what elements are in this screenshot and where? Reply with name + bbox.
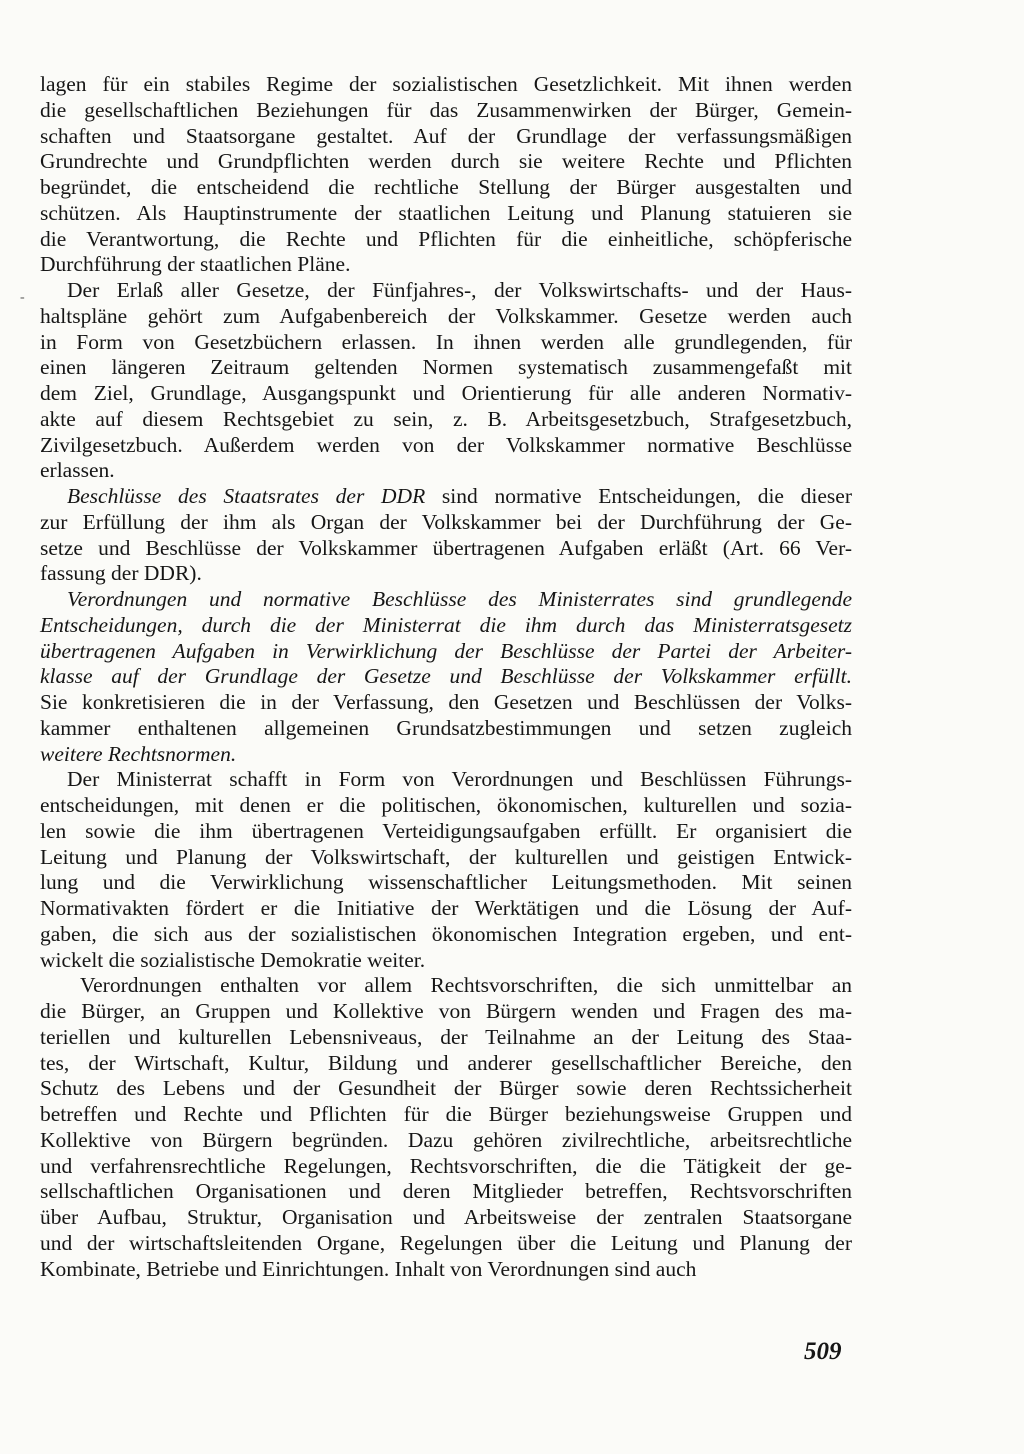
page-number: 509 xyxy=(804,1338,842,1365)
text-span: tes, der Wirtschaft, Kultur, Bildung und anderer gesellschaftlicher Bereiche, den xyxy=(40,1050,852,1075)
text-span: lagen für ein stabiles Regime der sozialistischen Gesetzlichkeit. Mit ihnen werden xyxy=(40,72,852,96)
text-line xyxy=(40,484,852,510)
paragraph xyxy=(40,72,852,278)
text-span: zur Erfüllung der ihm als Organ der Volkskammer bei der Durchführung der Ge- xyxy=(40,509,852,534)
body-text xyxy=(40,72,852,1282)
italic-span: übertragenen Aufgaben in Verwirklichung der Beschlüsse der Partei der Arbeiter- xyxy=(40,638,852,663)
text-span: die gesellschaftlichen Beziehungen für das Zusammenwirken der Bürger, Gemein- xyxy=(40,97,852,122)
italic-span: Beschlüsse des Staatsrates der DDR xyxy=(67,484,426,508)
text-span: und der wirtschaftsleitenden Organe, Regelungen über die Leitung und Planung der xyxy=(40,1230,852,1255)
text-line xyxy=(40,201,852,227)
text-span: Durchführung der staatlichen Pläne. xyxy=(40,252,351,277)
text-line xyxy=(40,278,852,304)
text-line xyxy=(40,587,852,613)
text-span: die Bürger, an Gruppen und Kollektive von Bürgern wenden und Fragen des ma- xyxy=(40,999,852,1023)
text-line xyxy=(40,381,852,407)
text-line xyxy=(40,433,852,459)
text-line xyxy=(40,1154,852,1180)
text-span: Kollektive von Bürgern begründen. Dazu gehören zivilrechtliche, arbeitsrechtliche xyxy=(40,1127,852,1152)
text-span: dem Ziel, Grundlage, Ausgangspunkt und Orientierung für alle anderen Normativ- xyxy=(40,381,852,405)
text-line xyxy=(40,355,852,381)
text-line xyxy=(40,613,852,639)
text-span: Schutz des Lebens und der Gesundheit der Bürger sowie deren Rechtssicherheit xyxy=(40,1076,852,1101)
text-span: len sowie die ihm übertragenen Verteidigungsaufgaben erfüllt. Er organisiert die xyxy=(40,818,852,843)
text-line xyxy=(40,664,852,690)
text-line xyxy=(40,536,852,562)
text-span: sind normative Entscheidungen, die dieser xyxy=(425,484,852,508)
italic-span: klasse auf der Grundlage der Gesetze und Beschlüsse der Volkskammer erfüllt. xyxy=(40,664,852,689)
paragraph xyxy=(40,587,852,767)
text-span: fassung der DDR). xyxy=(40,561,202,586)
text-line xyxy=(40,124,852,150)
text-span: sellschaftlichen Organisationen und deren Mitglieder betreffen, Rechtsvorschriften xyxy=(40,1179,852,1204)
text-span: setze und Beschlüsse der Volkskammer übertragenen Aufgaben erläßt (Art. 66 Ver- xyxy=(40,535,852,560)
text-line xyxy=(40,252,852,278)
text-line xyxy=(40,793,852,819)
text-span: erlassen. xyxy=(40,458,115,483)
text-span: Der Ministerrat schafft in Form von Verordnungen und Beschlüssen Führungs- xyxy=(67,767,852,792)
text-span: haltspläne gehört zum Aufgabenbereich der Volkskammer. Gesetze werden auch xyxy=(40,303,852,328)
text-line xyxy=(40,561,852,587)
text-span: Sie konkretisieren die in der Verfassung, den Gesetzen und Beschlüssen der Volks- xyxy=(40,690,852,714)
text-line xyxy=(40,742,852,768)
text-line xyxy=(40,948,852,974)
paragraph xyxy=(40,973,852,1282)
text-line xyxy=(40,304,852,330)
text-span: kammer enthaltenen allgemeinen Grundsatzbestimmungen und setzen zugleich xyxy=(40,715,852,740)
text-span: Leitung und Planung der Volkswirtschaft, der kulturellen und geistigen Entwick- xyxy=(40,844,852,869)
text-line xyxy=(40,1025,852,1051)
margin-mark: - xyxy=(20,290,25,305)
text-line xyxy=(40,896,852,922)
text-line xyxy=(40,1231,852,1257)
text-span: Verordnungen enthalten vor allem Rechtsvorschriften, die sich unmittelbar an xyxy=(80,973,852,998)
paragraph xyxy=(40,484,852,587)
text-span: betreffen und Rechte und Pflichten für die Bürger beziehungsweise Gruppen und xyxy=(40,1102,852,1126)
text-span: in Form von Gesetzbüchern erlassen. In ihnen werden alle grundlegenden, für xyxy=(40,329,852,354)
text-line xyxy=(40,870,852,896)
text-line xyxy=(40,1128,852,1154)
text-span: einen längeren Zeitraum geltenden Normen systematisch zusammengefaßt mit xyxy=(40,355,852,380)
text-line xyxy=(40,175,852,201)
text-line xyxy=(40,149,852,175)
text-span: Kombinate, Betriebe und Einrichtungen. Inhalt von Verordnungen sind auch xyxy=(40,1256,697,1281)
text-span: die Verantwortung, die Rechte und Pflichten für die einheitliche, schöpferische xyxy=(40,226,852,251)
italic-span: Verordnungen und normative Beschlüsse des Ministerrates sind grundlegende xyxy=(67,587,852,611)
text-span: Der Erlaß aller Gesetze, der Fünfjahres-, der Volkswirtschafts- und der Haus- xyxy=(67,278,852,302)
text-line xyxy=(40,1257,852,1283)
text-span: teriellen und kulturellen Lebensniveaus, der Teilnahme an der Leitung des Staa- xyxy=(40,1024,852,1049)
text-line xyxy=(40,330,852,356)
text-line xyxy=(40,458,852,484)
text-span: und verfahrensrechtliche Regelungen, Rechtsvorschriften, die die Tätigkeit der ge- xyxy=(40,1153,852,1178)
text-line xyxy=(40,999,852,1025)
text-line xyxy=(40,98,852,124)
text-line xyxy=(40,407,852,433)
text-line xyxy=(40,1179,852,1205)
text-line xyxy=(40,716,852,742)
text-span: gaben, die sich aus der sozialistischen ökonomischen Integration ergeben, und ent- xyxy=(40,921,852,946)
text-line xyxy=(40,1051,852,1077)
text-line xyxy=(40,973,852,999)
text-line xyxy=(40,1102,852,1128)
text-line xyxy=(40,72,852,98)
italic-span: Entscheidungen, durch die der Ministerrat die ihm durch das Ministerratsgesetz xyxy=(40,612,852,637)
italic-span: weitere Rechtsnormen. xyxy=(40,741,237,766)
text-line xyxy=(40,819,852,845)
text-span: entscheidungen, mit denen er die politischen, ökonomischen, kulturellen und sozia- xyxy=(40,793,852,817)
text-span: Grundrechte und Grundpflichten werden durch sie weitere Rechte und Pflichten xyxy=(40,149,852,174)
text-span: Zivilgesetzbuch. Außerdem werden von der Volkskammer normative Beschlüsse xyxy=(40,432,852,457)
text-line xyxy=(40,1205,852,1231)
text-line xyxy=(40,227,852,253)
text-span: wickelt die sozialistische Demokratie weiter. xyxy=(40,947,426,972)
text-line xyxy=(40,767,852,793)
text-span: akte auf diesem Rechtsgebiet zu sein, z. B. Arbeitsgesetzbuch, Strafgesetzbuch, xyxy=(40,406,852,431)
text-span: Normativakten fördert er die Initiative der Werktätigen und die Lösung der Auf- xyxy=(40,896,852,920)
text-line xyxy=(40,1076,852,1102)
paragraph xyxy=(40,767,852,973)
text-span: über Aufbau, Struktur, Organisation und Arbeitsweise der zentralen Staatsorgane xyxy=(40,1205,852,1229)
paragraph xyxy=(40,278,852,484)
text-span: schützen. Als Hauptinstrumente der staatlichen Leitung und Planung statuieren sie xyxy=(40,200,852,225)
text-span: schaften und Staatsorgane gestaltet. Auf der Grundlage der verfassungsmäßigen xyxy=(40,123,852,148)
text-line xyxy=(40,510,852,536)
text-line xyxy=(40,639,852,665)
text-line xyxy=(40,845,852,871)
text-line xyxy=(40,922,852,948)
text-line xyxy=(40,690,852,716)
text-span: begründet, die entscheidend die rechtliche Stellung der Bürger ausgestalten und xyxy=(40,175,852,199)
text-span: lung und die Verwirklichung wissenschaftlicher Leitungsmethoden. Mit seinen xyxy=(40,870,852,895)
